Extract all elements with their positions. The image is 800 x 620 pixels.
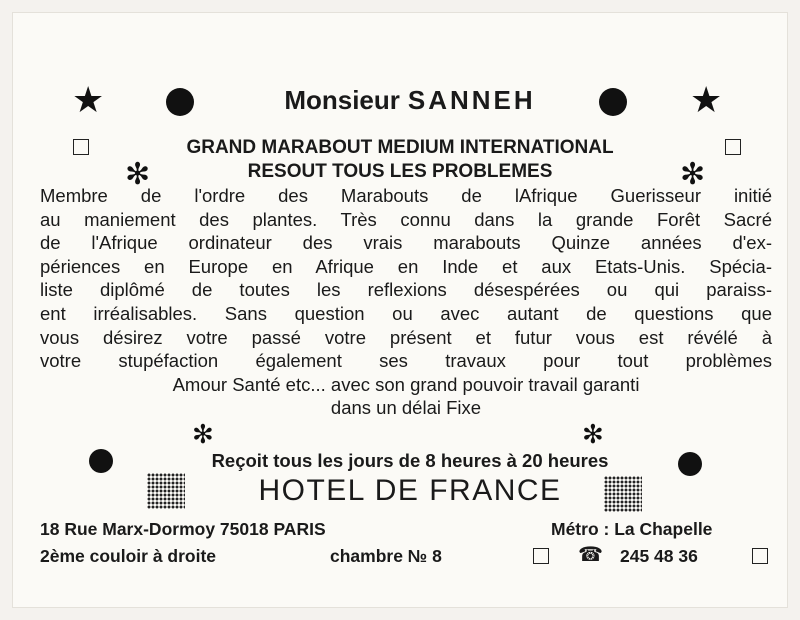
corridor-directions: 2ème couloir à droite	[40, 546, 217, 566]
description-line: Amour Santé etc... avec son grand pouvoir travail garanti	[172, 373, 640, 395]
hotel-name: HOTEL DE FRANCE	[258, 474, 562, 507]
asterisk-icon-lower-left: ✻	[192, 419, 214, 449]
description-line: ent irréalisables. Sans question ou avec autant de questions que	[40, 302, 772, 324]
description-line: vous désirez votre passé votre présent et futur vous est révélé à	[40, 326, 772, 348]
checkbox-square-footer-right	[752, 548, 768, 564]
asterisk-icon-lower-right: ✻	[582, 419, 604, 449]
description-line: Membre de l'ordre des Marabouts de lAfrique Guerisseur initié	[40, 185, 772, 206]
opening-hours: Reçoit tous les jours de 8 heures à 20 heures	[211, 450, 609, 471]
description-line: votre stupéfaction également ses travaux pour tout problèmes	[40, 350, 772, 372]
bullet-dot-lower-right	[678, 452, 702, 476]
description-line: périences en Europe en Afrique en Inde et aux Etats-Unis. Spécia-	[40, 255, 772, 277]
description-line: dans un délai Fixe	[330, 397, 482, 419]
telephone-icon: ☎	[578, 544, 603, 566]
asterisk-icon-right: ✻	[680, 158, 706, 191]
asterisk-icon-left: ✻	[125, 158, 151, 191]
street-address: 18 Rue Marx-Dormoy 75018 PARIS	[40, 519, 326, 539]
description-line: de l'Afrique ordinateur des vrais marabouts Quinze années d'ex-	[40, 232, 772, 254]
description-line: liste diplômé de toutes les reflexions désespérées ou qui paraiss-	[40, 279, 772, 301]
description-paragraph	[40, 184, 772, 420]
room-number: chambre № 8	[330, 546, 442, 566]
star-icon-left: ★	[72, 79, 105, 120]
star-icon-right: ★	[690, 79, 723, 120]
bullet-dot-top-right	[599, 88, 627, 116]
description-line: au maniement des plantes. Très connu dans la grande Forêt Sacré	[40, 208, 772, 230]
checkbox-square-right	[725, 139, 741, 155]
headline-subtitle: RESOUT TOUS LES PROBLEMES	[247, 161, 553, 182]
phone-number: 245 48 36	[620, 546, 698, 566]
headline-title: GRAND MARABOUT MEDIUM INTERNATIONAL	[186, 137, 614, 158]
title-name: SANNEH	[407, 85, 536, 115]
halftone-pattern-right	[604, 476, 642, 512]
title-prefix: Monsieur	[284, 85, 400, 115]
checkbox-square-footer-left	[533, 548, 549, 564]
card-title	[0, 79, 800, 120]
metro-station: Métro : La Chapelle	[551, 519, 713, 539]
